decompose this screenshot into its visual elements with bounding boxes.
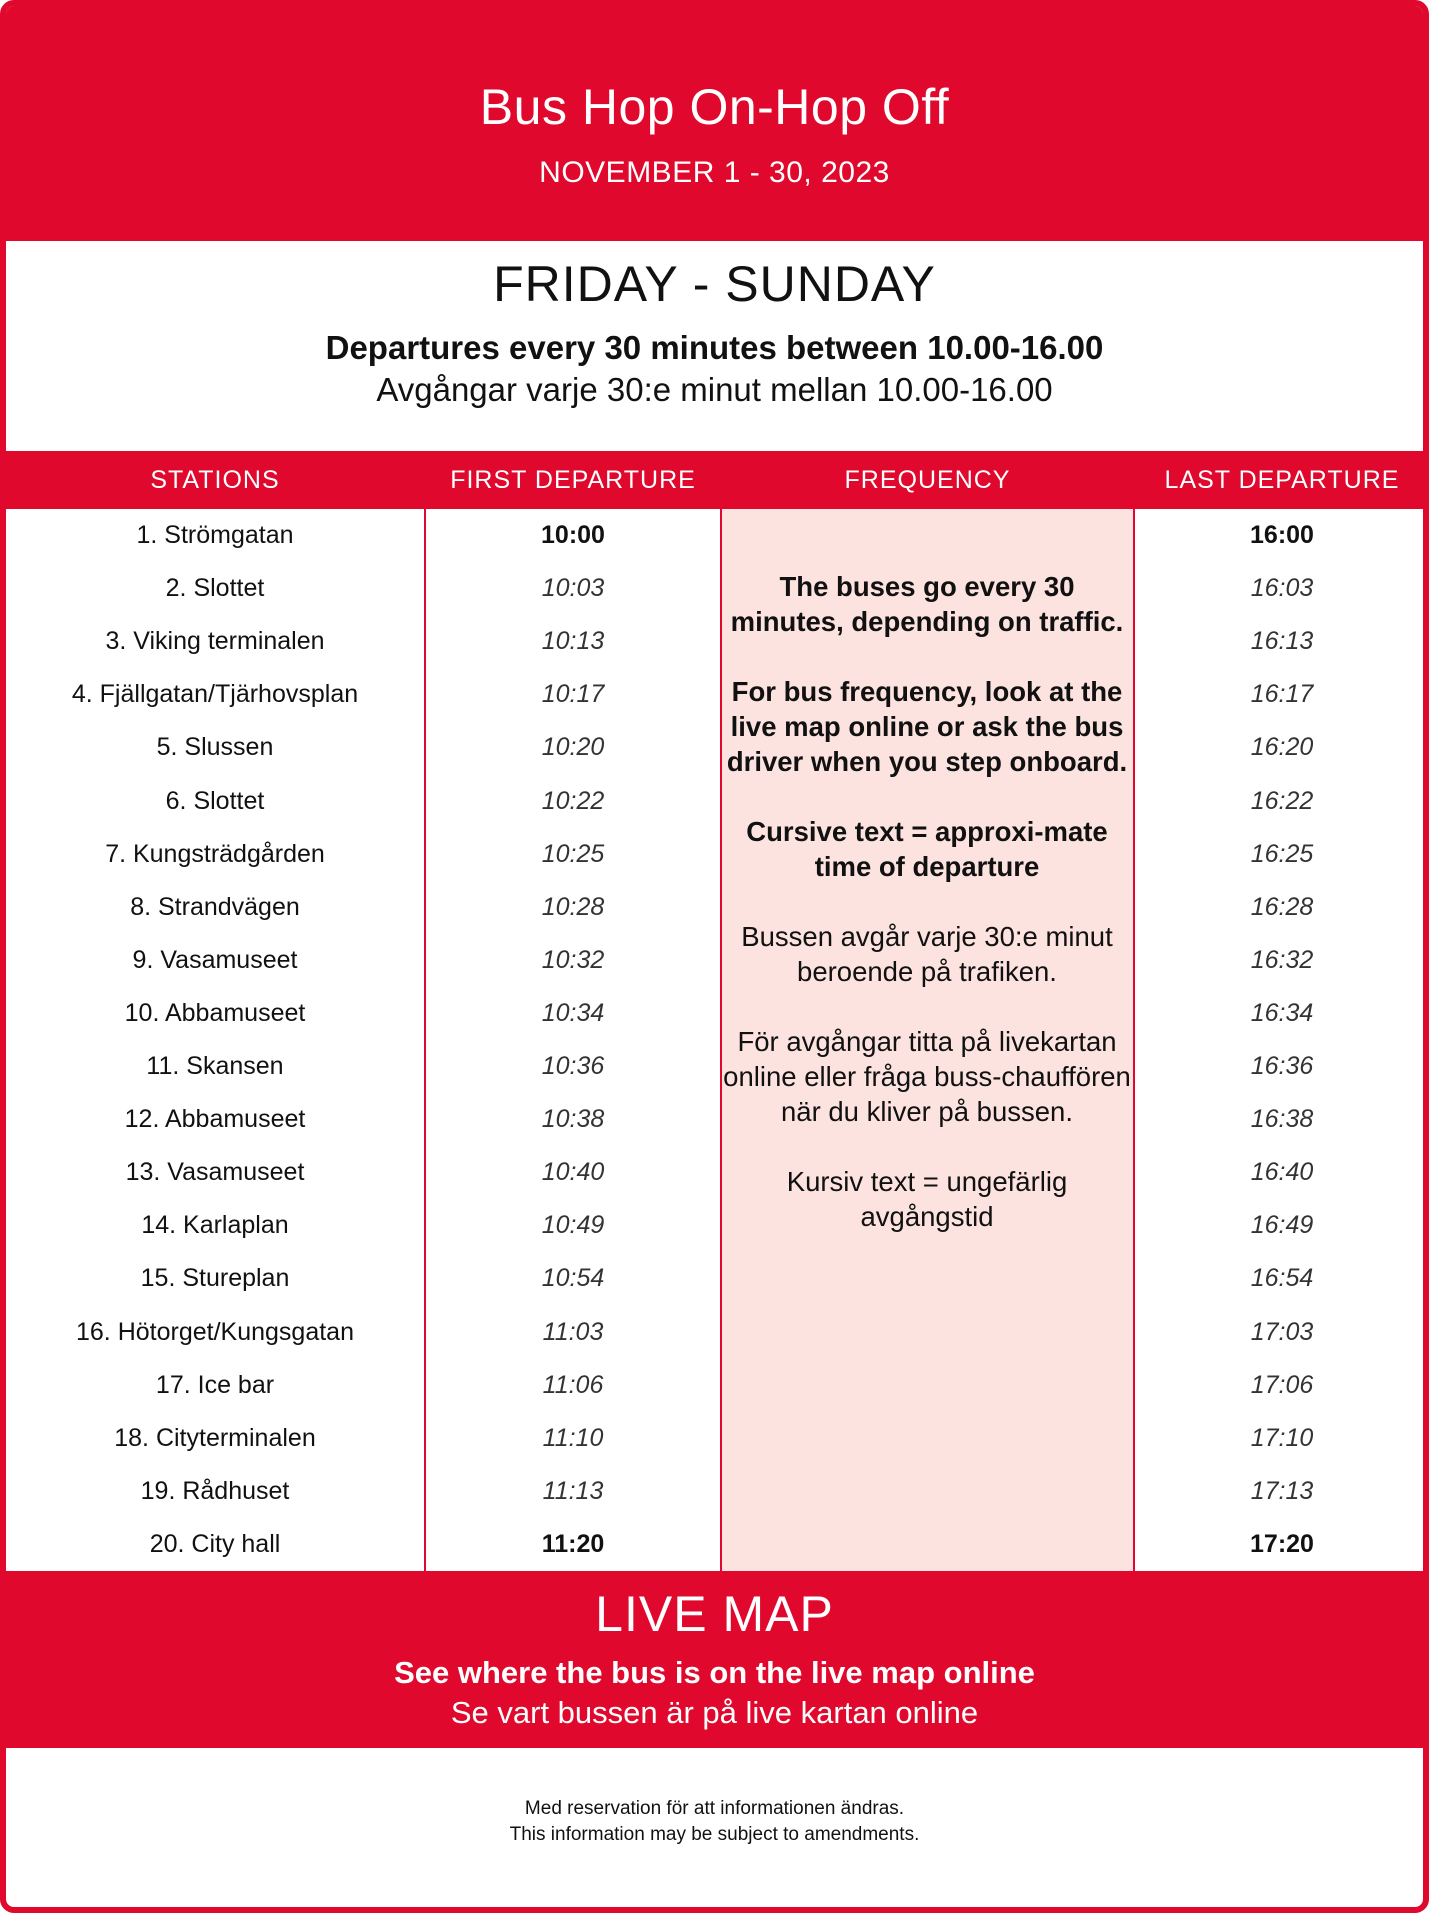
station-name: 3. Viking terminalen: [105, 627, 325, 656]
first-departure-time: 10:34: [541, 998, 605, 1027]
table-row: [6, 1199, 1423, 1252]
live-map-swedish: Se vart bussen är på live kartan online: [450, 1695, 979, 1730]
first-departure-time: 10:20: [541, 733, 605, 762]
live-map-title: LIVE MAP: [595, 1586, 834, 1642]
page-title: Bus Hop On-Hop Off: [479, 79, 950, 135]
table-row: [6, 775, 1423, 828]
first-departure-time: 10:54: [541, 1264, 605, 1293]
first-departure-time: 11:13: [542, 1476, 604, 1505]
table-row: [6, 1252, 1423, 1305]
first-departure-time: 10:13: [541, 627, 605, 656]
date-range: NOVEMBER 1 - 30, 2023: [539, 156, 890, 189]
station-name: 17. Ice bar: [155, 1370, 275, 1399]
table-row: [6, 1093, 1423, 1146]
table-row: [6, 562, 1423, 615]
first-departure-time: 11:20: [541, 1529, 605, 1558]
last-departure-time: 16:28: [1250, 892, 1314, 921]
timetable-body: [6, 509, 1423, 1571]
first-departure-time: 10:17: [541, 680, 605, 709]
table-row: [6, 668, 1423, 721]
station-name: 16. Hötorget/Kungsgatan: [76, 1317, 354, 1346]
table-row: [6, 615, 1423, 668]
first-departure-time: 10:38: [541, 1105, 605, 1134]
station-name: 20. City hall: [149, 1529, 281, 1558]
last-departure-time: 16:34: [1250, 998, 1314, 1027]
station-name: 7. Kungsträdgården: [105, 839, 325, 868]
last-departure-time: 16:49: [1250, 1211, 1314, 1240]
live-map-english: See where the bus is on the live map online: [394, 1655, 1035, 1690]
table-row: [6, 1518, 1423, 1571]
header-frequency: FREQUENCY: [844, 466, 1011, 494]
first-departure-time: 10:25: [541, 839, 605, 868]
table-row: [6, 1412, 1423, 1465]
first-departure-time: 10:40: [541, 1158, 605, 1187]
table-row: [6, 509, 1423, 562]
station-name: 11. Skansen: [146, 1052, 284, 1080]
table-row: [6, 1359, 1423, 1412]
last-departure-time: 16:54: [1250, 1264, 1314, 1293]
station-name: 12. Abbamuseet: [124, 1105, 306, 1134]
last-departure-time: 16:22: [1250, 786, 1314, 815]
station-name: 5. Slussen: [156, 733, 274, 762]
schedule-intro: [6, 241, 1423, 451]
first-departure-time: 10:49: [541, 1211, 605, 1240]
table-row: [6, 1306, 1423, 1359]
last-departure-time: 17:03: [1250, 1317, 1314, 1346]
station-name: 6. Slottet: [165, 786, 265, 815]
first-departure-time: 10:03: [541, 574, 605, 603]
first-departure-time: 10:00: [541, 521, 605, 549]
station-name: 15. Stureplan: [140, 1264, 290, 1293]
first-departure-time: 10:32: [541, 945, 605, 974]
last-departure-time: 16:03: [1250, 574, 1314, 603]
frequency-en-2: For bus frequency, look at the live map online or ask the bus driver when you step onboard.: [726, 676, 1128, 777]
last-departure-time: 16:36: [1250, 1052, 1314, 1080]
station-name: 19. Rådhuset: [140, 1476, 290, 1505]
disclaimer: [6, 1796, 1423, 1848]
disclaimer-swedish: Med reservation för att informationen ändras.: [524, 1798, 905, 1819]
station-rows: [6, 509, 1423, 1571]
last-departure-time: 17:06: [1250, 1370, 1314, 1399]
station-name: 10. Abbamuseet: [124, 998, 306, 1027]
table-row: [6, 1465, 1423, 1518]
first-departure-time: 10:36: [541, 1052, 605, 1080]
table-row: [6, 721, 1423, 774]
last-departure-time: 16:13: [1250, 627, 1314, 656]
last-departure-time: 17:13: [1250, 1476, 1314, 1505]
departures-english: Departures every 30 minutes between 10.00-16.00: [325, 329, 1104, 366]
live-map-banner: [6, 1571, 1423, 1748]
last-departure-time: 16:25: [1250, 839, 1314, 868]
operating-days: FRIDAY - SUNDAY: [493, 256, 936, 312]
table-header: [6, 451, 1423, 509]
departures-swedish: Avgångar varje 30:e minut mellan 10.00-16.00: [376, 371, 1053, 408]
table-row: [6, 1040, 1423, 1093]
last-departure-time: 16:20: [1250, 733, 1314, 762]
last-departure-time: 16:40: [1250, 1158, 1314, 1187]
table-row: [6, 1146, 1423, 1199]
first-departure-time: 10:28: [541, 892, 605, 921]
header-banner: [6, 6, 1423, 241]
frequency-sv-3: Kursiv text = ungefärlig avgångstid: [786, 1166, 1068, 1232]
table-row: [6, 987, 1423, 1040]
station-name: 4. Fjällgatan/Tjärhovsplan: [71, 680, 359, 709]
station-name: 14. Karlaplan: [141, 1211, 289, 1240]
frequency-sv-2: För avgångar titta på livekartan online eller fråga buss-chauffören när du kliver på bussen.: [723, 1026, 1131, 1127]
station-name: 18. Cityterminalen: [114, 1423, 316, 1452]
last-departure-time: 16:00: [1250, 521, 1314, 549]
header-first-departure: FIRST DEPARTURE: [450, 466, 696, 494]
station-name: 1. Strömgatan: [136, 521, 294, 549]
first-departure-time: 11:06: [542, 1370, 604, 1399]
frequency-en-3: Cursive text = approxi-mate time of departure: [746, 816, 1108, 882]
station-name: 13. Vasamuseet: [125, 1158, 305, 1187]
last-departure-time: 17:20: [1250, 1529, 1314, 1558]
frequency-sv-1: Bussen avgår varje 30:e minut beroende på trafiken.: [741, 921, 1113, 987]
station-name: 8. Strandvägen: [130, 892, 300, 921]
last-departure-time: 16:17: [1250, 680, 1314, 709]
header-stations: STATIONS: [150, 466, 280, 494]
station-name: 2. Slottet: [165, 574, 265, 603]
last-departure-time: 17:10: [1250, 1423, 1314, 1452]
first-departure-time: 11:10: [542, 1423, 604, 1452]
first-departure-time: 10:22: [541, 786, 605, 815]
first-departure-time: 11:03: [542, 1317, 604, 1346]
frequency-info: [722, 569, 1132, 1269]
station-name: 9. Vasamuseet: [132, 945, 298, 974]
frequency-en-1: The buses go every 30 minutes, depending on traffic.: [730, 571, 1124, 637]
table-row: [6, 828, 1423, 881]
table-row: [6, 881, 1423, 934]
table-row: [6, 934, 1423, 987]
disclaimer-english: This information may be subject to amendments.: [509, 1824, 920, 1845]
last-departure-time: 16:32: [1250, 945, 1314, 974]
last-departure-time: 16:38: [1250, 1105, 1314, 1134]
header-last-departure: LAST DEPARTURE: [1164, 466, 1400, 494]
